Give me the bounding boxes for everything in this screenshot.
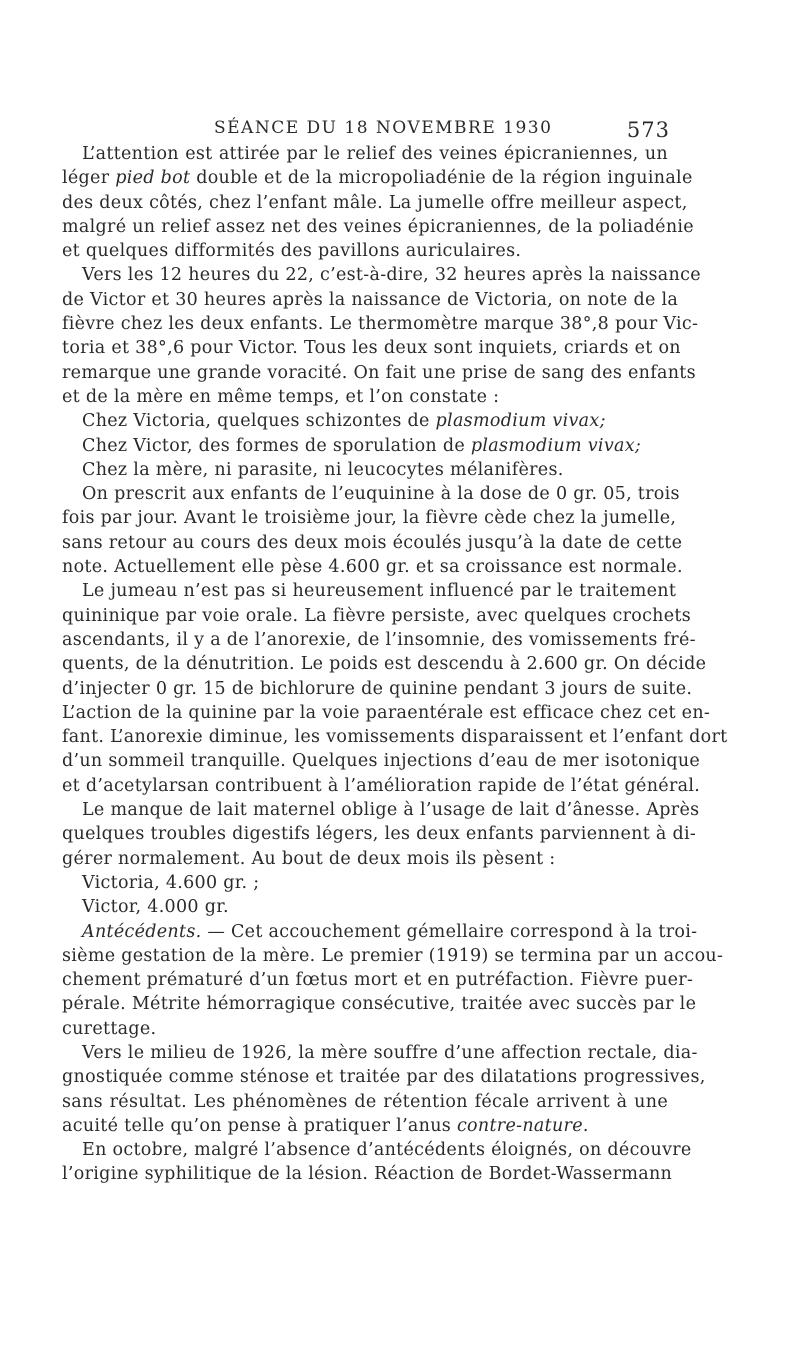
italic-text: contre-nature [456,1115,583,1136]
text-line [62,579,677,603]
text-line [62,701,711,725]
text-line [62,1041,698,1065]
text-line [62,895,668,919]
text-line [62,215,694,239]
text-line [62,482,680,506]
text-segment: — Cet accouchement gémellaire correspond à la troi- [201,921,698,942]
text-segment: Le manque de lait maternel oblige à l’usage de lait d’ânesse. Après [82,800,700,821]
text-segment: On prescrit aux enfants de l’euquinine à la dose de 0 gr. 05, trois [82,484,680,505]
text-line [62,1090,668,1114]
text-line [62,1138,692,1162]
text-segment: chement prématuré d’un fœtus mort et en putréfaction. Fièvre puer- [62,970,694,991]
text-line [62,506,677,530]
text-line [62,774,701,798]
text-segment: toria et 38°,6 pour Victor. Tous les deux sont inquiets, criards et on [62,338,681,359]
text-segment: Chez Victoria, quelques schizontes de [82,411,436,432]
text-line [62,992,697,1016]
text-segment: quininique par voie orale. La fièvre persiste, avec quelques crochets [62,605,692,626]
text-segment: ascendants, il y a de l’anorexie, de l’insomnie, des vomissements fré- [62,629,696,650]
text-line [62,968,694,992]
text-line [62,847,668,871]
text-segment: note. Actuellement elle pèse 4.600 gr. et sa croissance est normale. [62,557,683,578]
text-segment: . [582,1115,589,1136]
text-segment: et quelques difformités des pavillons auriculaires. [62,241,522,262]
text-line [62,434,668,458]
text-segment: Vers le milieu de 1926, la mère souffre d’une affection rectale, dia- [82,1042,698,1063]
text-segment: En octobre, malgré l’absence d’antécédents éloignés, on découvre [82,1140,692,1161]
text-segment: gnostiquée comme sténose et traitée par des dilatations progressives, [62,1067,706,1088]
text-line [62,288,679,312]
text-segment: curettage. [62,1018,157,1039]
text-line [62,555,683,579]
text-segment: sans résultat. Les phénomènes de rétention fécale arrivent à une [62,1091,668,1112]
header-title: SÉANCE DU 18 NOVEMBRE 1930 [214,118,553,138]
text-segment: Victoria, 4.600 gr. ; [82,872,260,893]
text-line [62,336,681,360]
text-line [62,458,668,482]
text-line [62,191,688,215]
text-segment: malgré un relief assez net des veines épicraniennes, de la poliadénie [62,216,694,237]
text-segment: et d’acetylarsan contribuent à l’amélioration rapide de l’état général. [62,775,701,796]
text-line [62,798,700,822]
text-line [62,628,696,652]
text-segment: l’origine syphilitique de la lésion. Réaction de Bordet-Wassermann [62,1164,673,1185]
text-line [62,920,698,944]
text-line [62,1162,673,1186]
text-segment: de Victor et 30 heures après la naissance de Victoria, on note de la [62,289,679,310]
text-line [62,871,668,895]
text-segment: quents, de la dénutrition. Le poids est descendu à 2.600 gr. On décide [62,654,707,675]
text-segment: Chez la mère, ni parasite, ni leucocytes mélanifères. [82,459,564,480]
text-segment: d’injecter 0 gr. 15 de bichlorure de quinine pendant 3 jours de suite. [62,678,693,699]
text-line [62,409,668,433]
text-segment: L’attention est attirée par le relief des veines épicraniennes, un [82,144,668,164]
text-line [62,677,693,701]
text-segment: Victor, 4.000 gr. [82,897,229,918]
text-line [62,1114,668,1138]
text-segment: Vers les 12 heures du 22, c’est-à-dire, 32 heures après la naissance [82,265,701,286]
text-line [62,166,693,190]
text-segment: quelques troubles digestifs légers, les deux enfants parviennent à di- [62,824,697,845]
text-line [62,822,697,846]
text-segment: double et de la micropoliadénie de la région inguinale [190,168,693,189]
text-segment: Le jumeau n’est pas si heureusement influencé par le traitement [82,581,677,602]
text-segment: Chez Victor, des formes de sporulation de [82,435,471,456]
body-text [62,142,728,1187]
text-line [62,749,701,773]
text-segment: L’action de la quinine par la voie paraentérale est efficace chez cet en- [62,702,711,723]
text-segment: remarque une grande voracité. On fait une prise de sang des enfants [62,362,696,383]
text-line [62,725,728,749]
text-segment: des deux côtés, chez l’enfant mâle. La jumelle offre meilleur aspect, [62,192,688,213]
text-line [62,385,668,409]
text-line [62,239,668,263]
text-segment: fois par jour. Avant le troisième jour, la fièvre cède chez la jumelle, [62,508,677,529]
text-line [62,312,699,336]
text-segment: sième gestation de la mère. Le premier (1919) se termina par un accou- [62,945,724,966]
italic-text: pied bot [115,168,191,189]
text-line [62,604,692,628]
page-number: 573 [626,118,670,142]
text-line [62,1065,706,1089]
text-line [62,142,668,166]
text-segment: d’un sommeil tranquille. Quelques injections d’eau de mer isotonique [62,751,701,772]
text-line [62,652,707,676]
text-segment: sans retour au cours des deux mois écoulés jusqu’à la date de cette [62,532,683,553]
text-line [62,944,724,968]
text-segment: gérer normalement. Au bout de deux mois ils pèsent : [62,848,556,869]
italic-text: Antécédents. [82,921,202,942]
italic-text: plasmodium vivax; [470,435,642,456]
text-segment: acuité telle qu’on pense à pratiquer l’anus [62,1115,457,1136]
text-segment: fant. L’anorexie diminue, les vomissements disparaissent et l’enfant dort [62,727,728,748]
text-segment: et de la mère en même temps, et l’on constate : [62,386,500,407]
text-line [62,531,683,555]
italic-text: plasmodium vivax; [435,411,606,432]
text-line [62,263,701,287]
text-segment: pérale. Métrite hémorragique consécutive, traitée avec succès par le [62,994,697,1015]
text-segment: léger [62,168,116,189]
text-line [62,361,696,385]
text-segment: fièvre chez les deux enfants. Le thermomètre marque 38°,8 pour Vic- [62,314,699,335]
text-line [62,1017,668,1041]
